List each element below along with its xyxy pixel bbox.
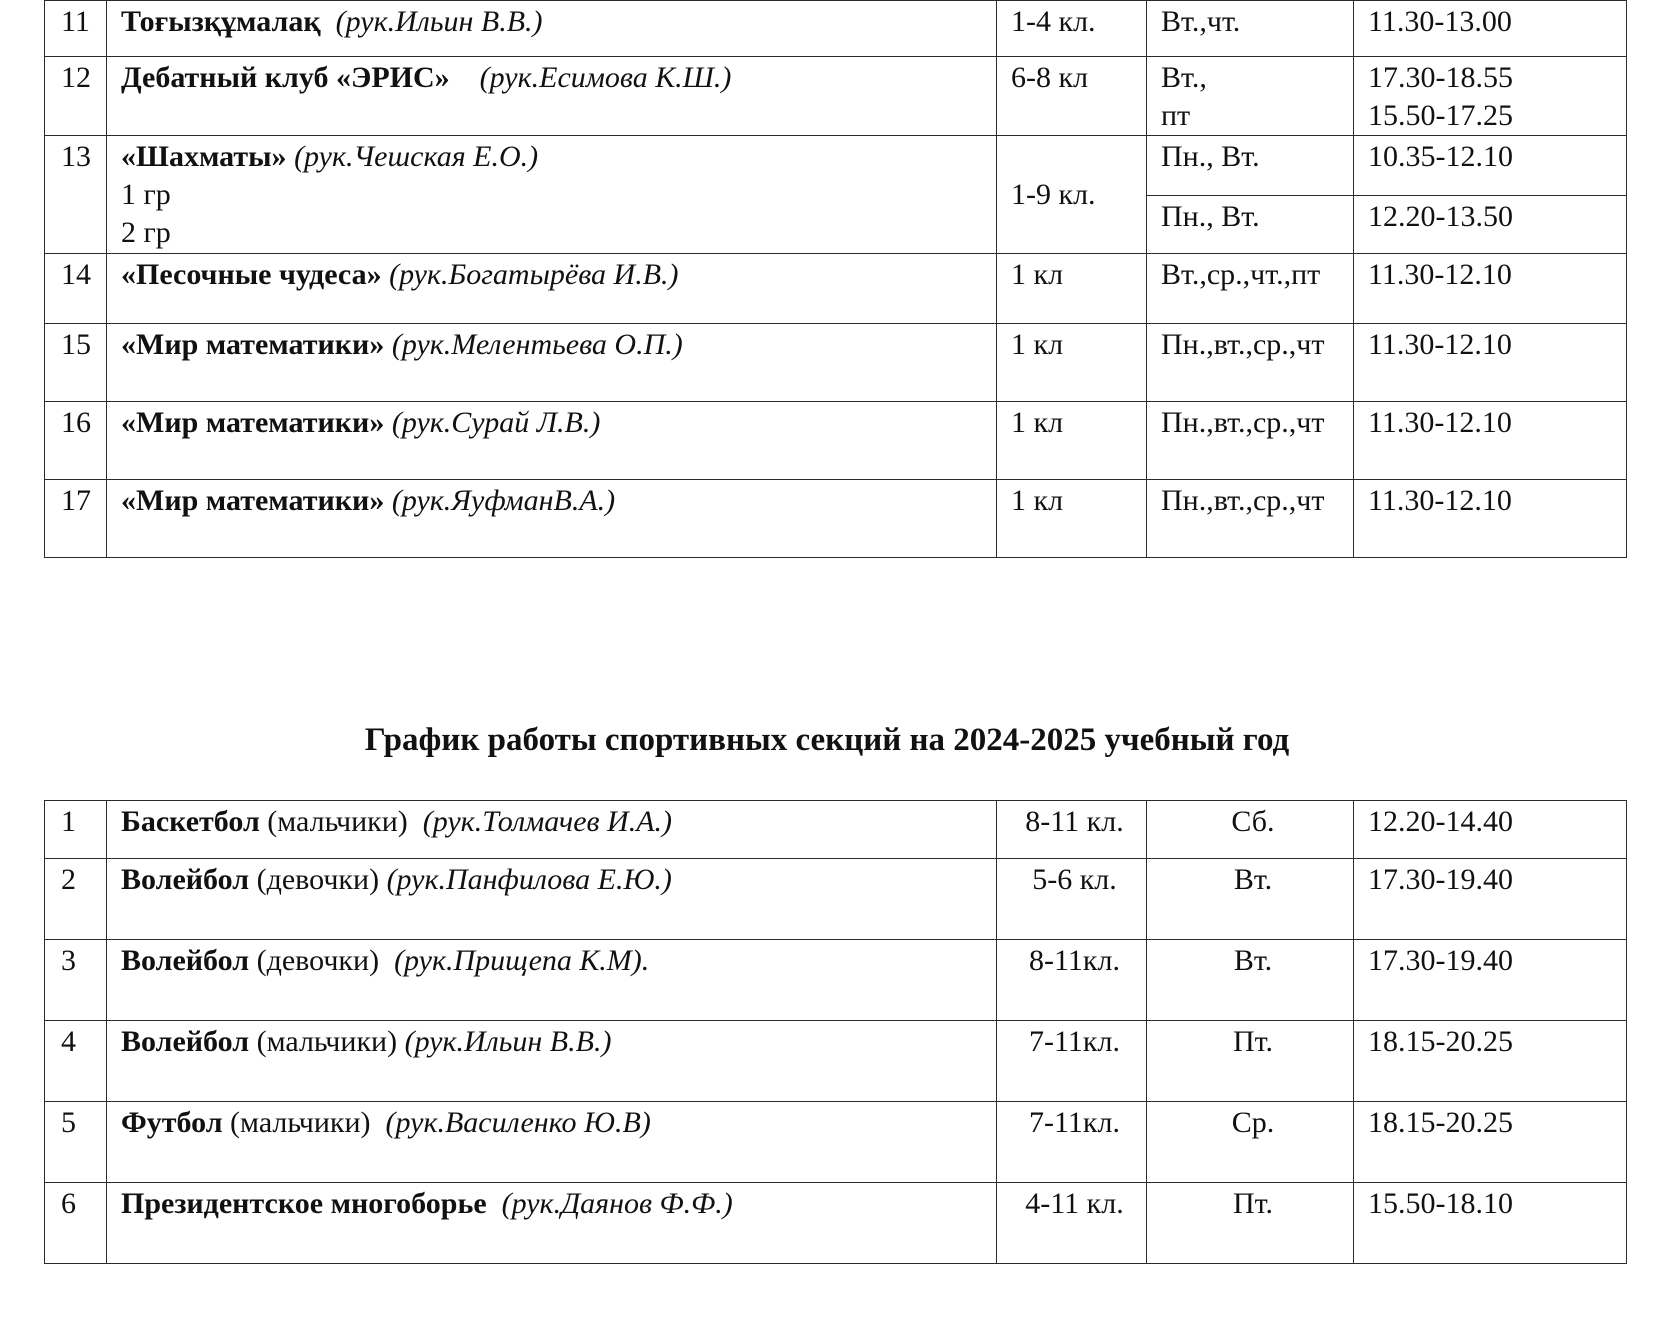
sports-section-title: График работы спортивных секций на 2024-2025 учебный год [364, 722, 1290, 758]
section-time: 18.15-20.25 [1354, 1021, 1627, 1102]
club-time: 11.30-12.10 [1354, 254, 1627, 324]
club-name-cell [107, 402, 997, 480]
club-days [1147, 57, 1354, 136]
club-leader: (рук.Мелентьева О.П.) [391, 328, 683, 361]
club-name-cell [107, 57, 997, 136]
section-days: Вт. [1147, 859, 1354, 940]
table-row [45, 402, 1627, 480]
section-leader: (рук.Даянов Ф.Ф.) [501, 1187, 733, 1220]
club-time [1354, 57, 1627, 136]
section-name: Волейбол [121, 1025, 250, 1058]
section-gender: (мальчики) [230, 1106, 371, 1139]
section-gender: (девочки) [256, 863, 380, 896]
section-classes: 4-11 кл. [997, 1183, 1147, 1264]
club-time: 11.30-12.10 [1354, 324, 1627, 402]
section-days: Сб. [1147, 801, 1354, 859]
table-row [45, 1183, 1627, 1264]
section-leader: (рук.Прищепа К.М). [394, 944, 650, 977]
club-classes: 1 кл [997, 324, 1147, 402]
section-name-cell [107, 940, 997, 1021]
section-name-cell [107, 1183, 997, 1264]
club-days: Вт.,ср.,чт.,пт [1147, 254, 1354, 324]
section-classes: 8-11кл. [997, 940, 1147, 1021]
section-gender: (мальчики) [256, 1025, 398, 1058]
club-name-cell [107, 324, 997, 402]
section-time: 17.30-19.40 [1354, 940, 1627, 1021]
section-gender: (мальчики) [267, 805, 408, 838]
table-row [45, 480, 1627, 558]
club-classes: 1 кл [997, 402, 1147, 480]
club-days: Пн.,вт.,ср.,чт [1147, 480, 1354, 558]
section-leader: (рук.Ильин В.В.) [404, 1025, 612, 1058]
section-gender: (девочки) [256, 944, 380, 977]
section-name: Баскетбол [121, 805, 260, 838]
table-row [45, 254, 1627, 324]
club-name: «Мир математики» [121, 406, 385, 439]
club-days-line: Пн., Вт. [1147, 136, 1353, 196]
table-row [45, 1021, 1627, 1102]
club-days: Пн.,вт.,ср.,чт [1147, 324, 1354, 402]
club-time: 11.30-13.00 [1354, 1, 1627, 57]
club-classes: 6-8 кл [997, 57, 1147, 136]
club-leader: (рук.ЯуфманВ.А.) [391, 484, 616, 517]
section-name: Президентское многоборье [121, 1187, 487, 1220]
row-number: 6 [45, 1183, 107, 1264]
section-days: Ср. [1147, 1102, 1354, 1183]
section-name: Футбол [121, 1106, 223, 1139]
section-days: Пт. [1147, 1021, 1354, 1102]
club-name: «Песочные чудеса» [121, 258, 382, 291]
section-classes: 7-11кл. [997, 1102, 1147, 1183]
table-row [45, 57, 1627, 136]
row-number: 1 [45, 801, 107, 859]
row-number: 13 [45, 136, 107, 254]
club-time-line: 10.35-12.10 [1354, 136, 1626, 196]
club-leader: (рук.Богатырёва И.В.) [389, 258, 679, 291]
section-name-cell [107, 1021, 997, 1102]
club-name-cell [107, 1, 997, 57]
club-days-line: пт [1161, 99, 1191, 132]
section-leader: (рук.Толмачев И.А.) [422, 805, 673, 838]
section-classes: 5-6 кл. [997, 859, 1147, 940]
club-name: «Шахматы» [121, 140, 287, 173]
table-row [45, 1, 1627, 57]
section-name-cell [107, 859, 997, 940]
table-row [45, 859, 1627, 940]
section-time: 15.50-18.10 [1354, 1183, 1627, 1264]
section-classes: 8-11 кл. [997, 801, 1147, 859]
section-leader: (рук.Василенко Ю.В) [385, 1106, 651, 1139]
club-name: «Мир математики» [121, 328, 385, 361]
club-group: 2 гр [121, 216, 171, 249]
row-number: 5 [45, 1102, 107, 1183]
club-name-cell [107, 480, 997, 558]
section-name-cell [107, 1102, 997, 1183]
club-group: 1 гр [121, 178, 171, 211]
row-number: 12 [45, 57, 107, 136]
section-name: Волейбол [121, 944, 250, 977]
row-number: 15 [45, 324, 107, 402]
club-time-line: 15.50-17.25 [1368, 99, 1513, 132]
club-time-line: 12.20-13.50 [1368, 200, 1513, 233]
club-time: 11.30-12.10 [1354, 480, 1627, 558]
club-leader: (рук.Сурай Л.В.) [391, 406, 601, 439]
club-name-cell [107, 136, 997, 254]
club-name-cell [107, 254, 997, 324]
section-days: Вт. [1147, 940, 1354, 1021]
table-row [45, 324, 1627, 402]
club-days-line: Пн., Вт. [1161, 200, 1260, 233]
clubs-table [44, 0, 1627, 558]
club-time-line: 17.30-18.55 [1368, 61, 1513, 94]
table-row [45, 136, 1627, 254]
club-leader: (рук.Чешская Е.О.) [294, 140, 539, 173]
table-row [45, 940, 1627, 1021]
row-number: 4 [45, 1021, 107, 1102]
row-number: 16 [45, 402, 107, 480]
row-number: 11 [45, 1, 107, 57]
club-classes: 1 кл [997, 254, 1147, 324]
club-classes: 1 кл [997, 480, 1147, 558]
club-days: Вт.,чт. [1147, 1, 1354, 57]
section-time: 17.30-19.40 [1354, 859, 1627, 940]
club-name: Тоғызқұмалақ [121, 5, 321, 38]
section-time: 12.20-14.40 [1354, 801, 1627, 859]
club-classes: 1-9 кл. [997, 136, 1147, 254]
club-days: Пн.,вт.,ср.,чт [1147, 402, 1354, 480]
section-days: Пт. [1147, 1183, 1354, 1264]
club-name: Дебатный клуб «ЭРИС» [121, 61, 450, 94]
club-leader: (рук.Есимова К.Ш.) [479, 61, 732, 94]
row-number: 17 [45, 480, 107, 558]
club-time [1354, 136, 1627, 254]
row-number: 14 [45, 254, 107, 324]
club-time: 11.30-12.10 [1354, 402, 1627, 480]
club-name: «Мир математики» [121, 484, 385, 517]
club-classes: 1-4 кл. [997, 1, 1147, 57]
club-days-line: Вт., [1161, 61, 1207, 94]
table-row [45, 1102, 1627, 1183]
section-classes: 7-11кл. [997, 1021, 1147, 1102]
row-number: 2 [45, 859, 107, 940]
club-leader: (рук.Ильин В.В.) [335, 5, 543, 38]
row-number: 3 [45, 940, 107, 1021]
sports-table [44, 800, 1627, 1264]
section-name: Волейбол [121, 863, 250, 896]
section-leader: (рук.Панфилова Е.Ю.) [386, 863, 672, 896]
table-row [45, 801, 1627, 859]
club-days [1147, 136, 1354, 254]
section-name-cell [107, 801, 997, 859]
section-time: 18.15-20.25 [1354, 1102, 1627, 1183]
